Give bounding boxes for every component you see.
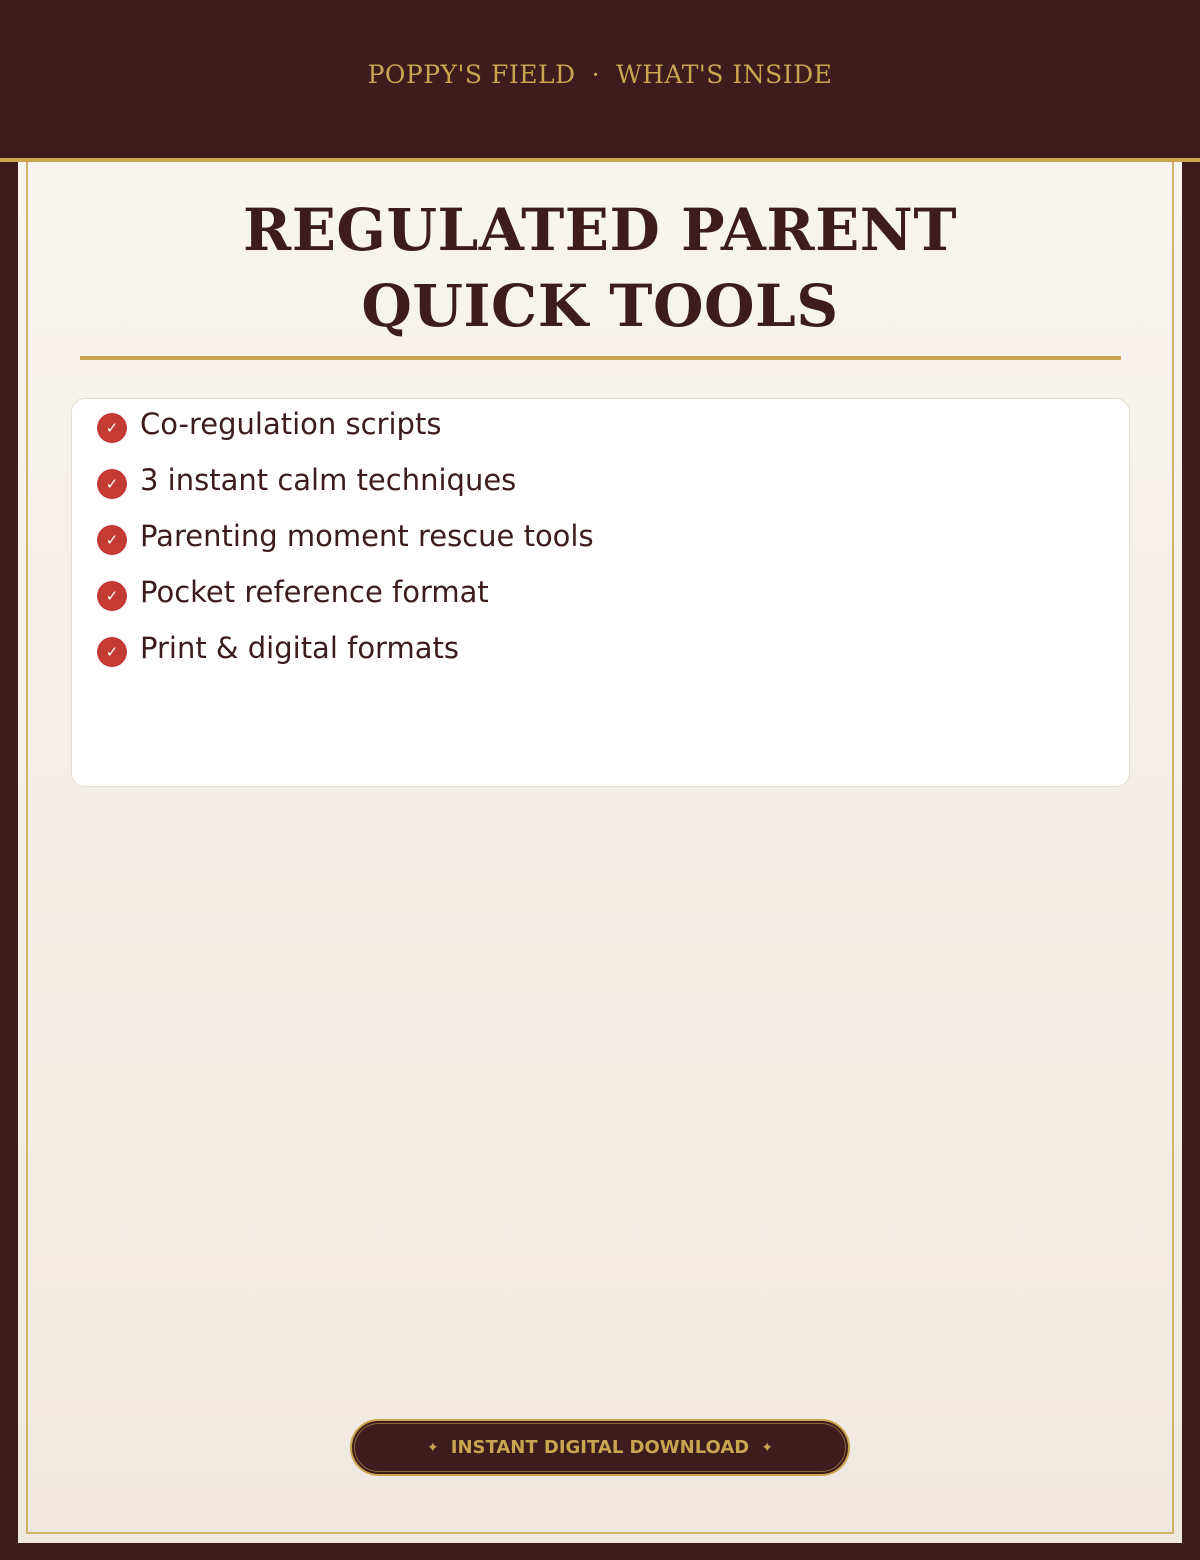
sparkle-icon-left: ✦ — [427, 1439, 439, 1456]
content-panel — [18, 162, 1182, 1543]
feature-item — [97, 460, 516, 500]
page-header — [0, 0, 1200, 158]
product-title-line-2: QUICK TOOLS — [361, 272, 839, 340]
sparkle-icon-right: ✦ — [761, 1439, 773, 1456]
check-icon: ✓ — [97, 637, 127, 667]
feature-item — [97, 516, 594, 556]
header-separator: · — [591, 60, 601, 89]
feature-label: Pocket reference format — [140, 575, 489, 609]
product-title-line-1: REGULATED PARENT — [243, 196, 957, 264]
feature-label: Print & digital formats — [140, 631, 459, 665]
check-icon: ✓ — [97, 525, 127, 555]
feature-item — [97, 628, 459, 668]
feature-label: Co-regulation scripts — [140, 407, 442, 441]
feature-item — [97, 404, 441, 444]
check-icon: ✓ — [97, 469, 127, 499]
cta-label: INSTANT DIGITAL DOWNLOAD — [450, 1437, 750, 1458]
brand-name: POPPY'S FIELD — [367, 60, 576, 89]
check-icon: ✓ — [97, 581, 127, 611]
panel-border — [26, 162, 1174, 1534]
title-divider — [80, 356, 1121, 360]
feature-label: 3 instant calm techniques — [140, 463, 517, 497]
features-card — [71, 398, 1130, 787]
product-title — [18, 192, 1182, 344]
check-icon: ✓ — [97, 413, 127, 443]
section-label: WHAT'S INSIDE — [616, 60, 833, 89]
feature-label: Parenting moment rescue tools — [140, 519, 594, 553]
feature-item — [97, 572, 489, 612]
instant-download-button[interactable] — [350, 1419, 850, 1476]
